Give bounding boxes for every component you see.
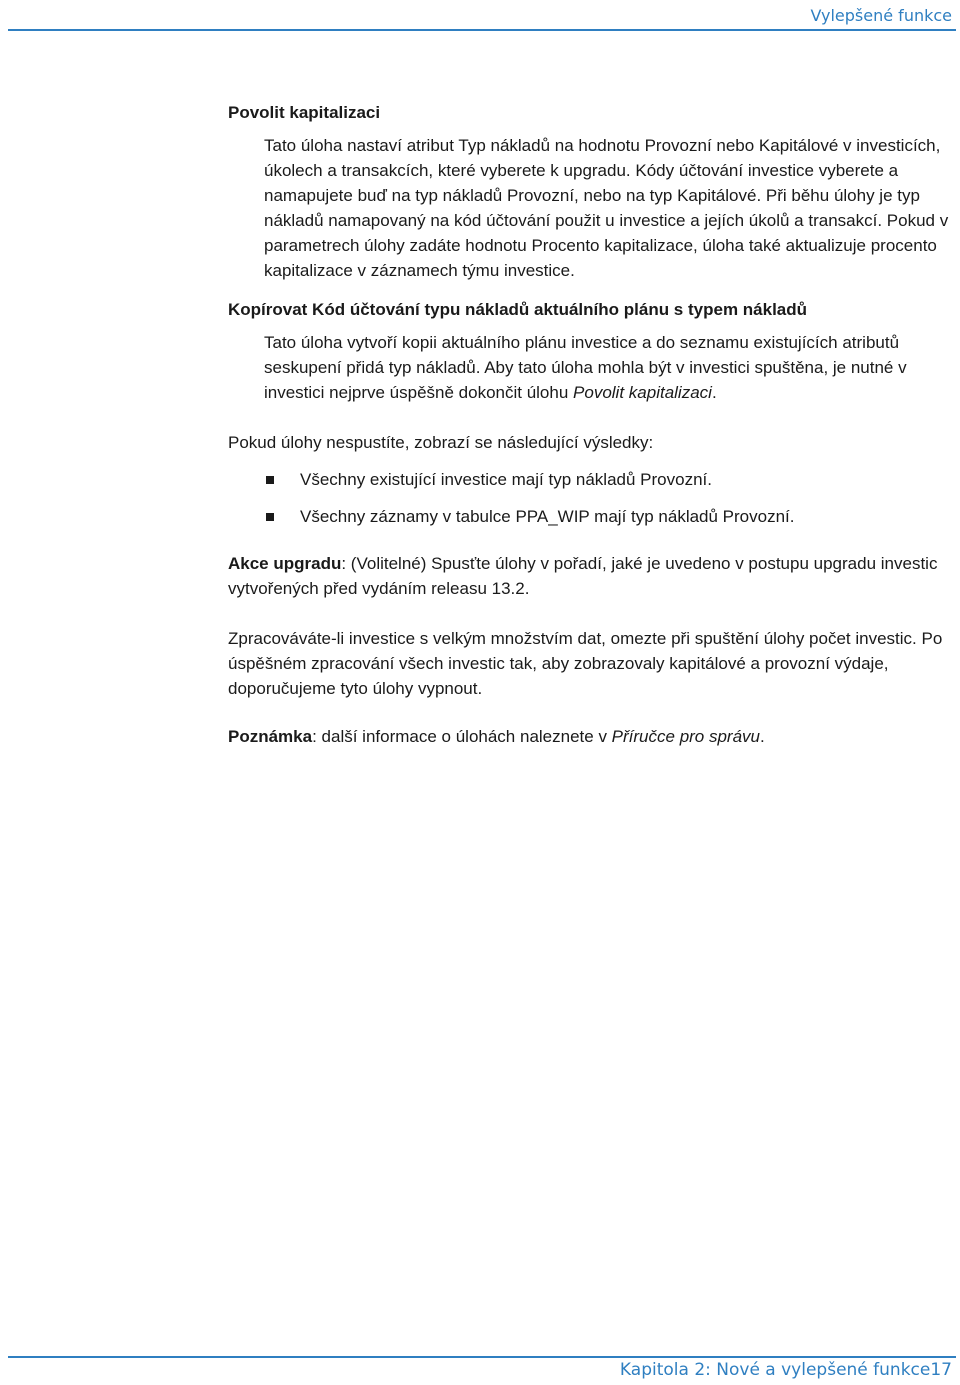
section-body-part1: Tato úloha nastaví atribut Typ nákladů na hodnotu Provozní nebo Kapitálové v investicích, úkolech a transakcích, které vyberete k upgradu. Kódy účtování investice vyberete a namapujete buď na typ nákladů Provozní, nebo na typ Kapitálové. Při běhu úlohy je typ nákladů namapovaný na kód účtování použit u investice a jejích úkolů a transakcí. — [264, 136, 941, 230]
list-item-text: Všechny existující investice mají typ nákladů Provozní. — [300, 470, 712, 489]
section-body-copy-before: Tato úloha vytvoří kopii aktuálního plánu investice a do seznamu existujících atributů seskupení přidá typ nákladů. Aby tato úloha mohla být v investici spuštěna, je nutné v investici nejprve úspěšně dokončit úlohu — [264, 333, 907, 402]
section-heading-copy-plan: Kopírovat Kód účtování typu nákladů aktuálního plánu s typem nákladů — [228, 300, 808, 319]
note-text-after: . — [760, 727, 765, 746]
upgrade-action-label: Akce upgradu — [228, 554, 342, 573]
page-content — [228, 100, 953, 749]
page-number: 17 — [930, 1360, 952, 1380]
upgrade-action-text: : (Volitelné) Spusťte úlohy v pořadí, jaké je uvedeno v postupu upgradu investic vytvořených před vydáním releasu 13.2. — [228, 554, 938, 598]
note-text-before: : další informace o úlohách naleznete v — [312, 727, 612, 746]
large-data-note: Zpracováváte-li investice s velkým množstvím dat, omezte při spuštění úlohy počet investic. Po úspěšném zpracování všech investic tak, aby zobrazovaly kapitálové a provozní výdaje, doporučujeme tyto úlohy vypnout. — [228, 629, 943, 698]
square-bullet-icon — [266, 513, 274, 521]
note-italic: Příručce pro správu — [611, 727, 761, 746]
header-title: Vylepšené funkce — [810, 6, 952, 25]
list-item — [228, 504, 953, 529]
upgrade-action-paragraph — [228, 551, 953, 601]
list-item-text: Všechny záznamy v tabulce PPA_WIP mají typ nákladů Provozní. — [300, 507, 795, 526]
note-paragraph — [228, 724, 953, 749]
results-intro: Pokud úlohy nespustíte, zobrazí se následující výsledky: — [228, 433, 654, 452]
section-body-part2: Pokud v parametrech úlohy zadáte hodnotu Procento kapitalizace, úloha také aktualizuje procento kapitalizace v záznamech týmu investice. — [264, 211, 949, 280]
section-body-copy-italic: Povolit kapitalizaci — [573, 383, 712, 402]
section-body-copy-after: . — [711, 383, 717, 402]
footer-divider — [8, 1356, 956, 1358]
footer — [620, 1360, 952, 1380]
section-body-copy-plan — [264, 330, 953, 405]
note-label: Poznámka — [228, 727, 313, 746]
results-list — [228, 467, 953, 529]
square-bullet-icon — [266, 476, 274, 484]
list-item — [228, 467, 953, 492]
footer-chapter: Kapitola 2: Nové a vylepšené funkce — [619, 1360, 931, 1380]
header-divider — [8, 29, 956, 31]
section-body-enable-capitalization — [264, 133, 953, 283]
section-heading-enable-capitalization: Povolit kapitalizaci — [228, 103, 381, 122]
